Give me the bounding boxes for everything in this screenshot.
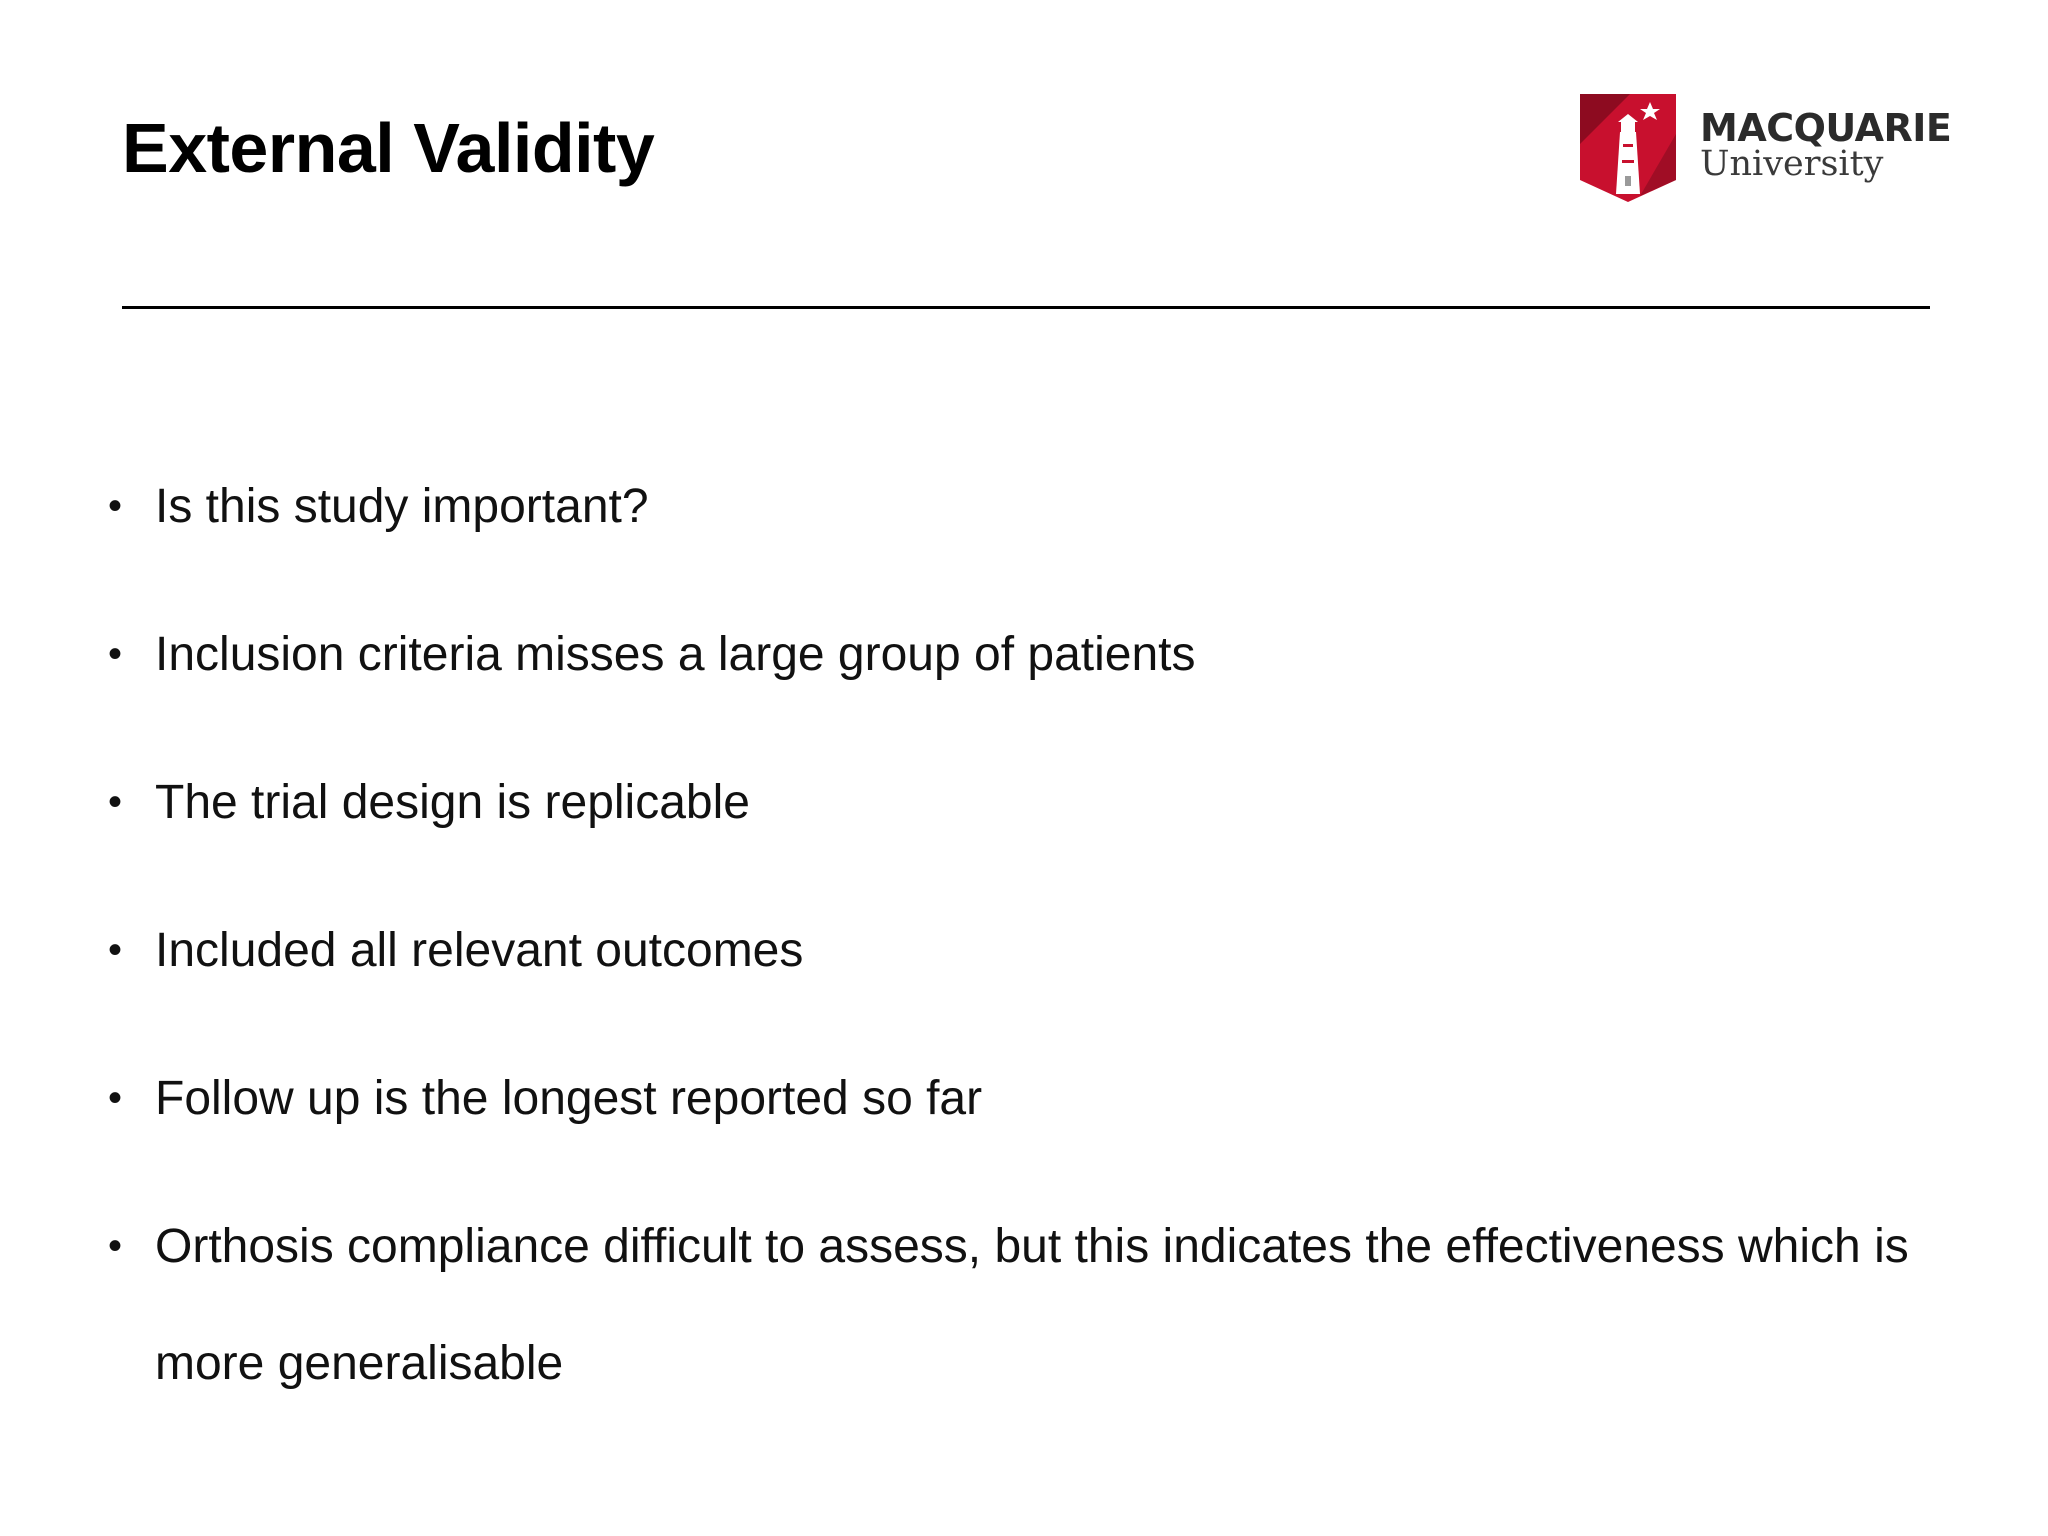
bullet-icon: • bbox=[108, 632, 123, 676]
bullet-text: Follow up is the longest reported so far bbox=[155, 1072, 983, 1125]
bullet-icon: • bbox=[108, 1224, 123, 1268]
bullet-icon: • bbox=[108, 928, 123, 972]
bullet-item-orthosis-compliance bbox=[108, 1188, 1968, 1422]
bullet-text: The trial design is replicable bbox=[155, 776, 750, 829]
logo-text-university: University bbox=[1700, 144, 1884, 184]
bullet-text: Orthosis compliance difficult to assess, but this indicates the effectiveness which is more generalisable bbox=[155, 1220, 1909, 1390]
bullet-item-replicable bbox=[108, 744, 1968, 861]
logo-text-macquarie: MACQUARIE bbox=[1700, 106, 1952, 150]
bullet-icon: • bbox=[108, 780, 123, 824]
bullet-item-important bbox=[108, 448, 1968, 565]
bullet-icon: • bbox=[108, 484, 123, 528]
bullet-icon: • bbox=[108, 1076, 123, 1120]
bullet-item-outcomes bbox=[108, 892, 1968, 1009]
bullet-list bbox=[108, 448, 1968, 1453]
slide-title: External Validity bbox=[122, 109, 655, 187]
lighthouse-shield-icon bbox=[1580, 94, 1676, 202]
bullet-item-inclusion bbox=[108, 596, 1968, 713]
bullet-item-follow-up bbox=[108, 1040, 1968, 1157]
macquarie-university-logo bbox=[1580, 94, 1960, 204]
title-divider bbox=[122, 306, 1930, 309]
bullet-text: Is this study important? bbox=[155, 480, 649, 533]
bullet-text: Inclusion criteria misses a large group of patients bbox=[155, 628, 1196, 681]
bullet-text: Included all relevant outcomes bbox=[155, 924, 804, 977]
